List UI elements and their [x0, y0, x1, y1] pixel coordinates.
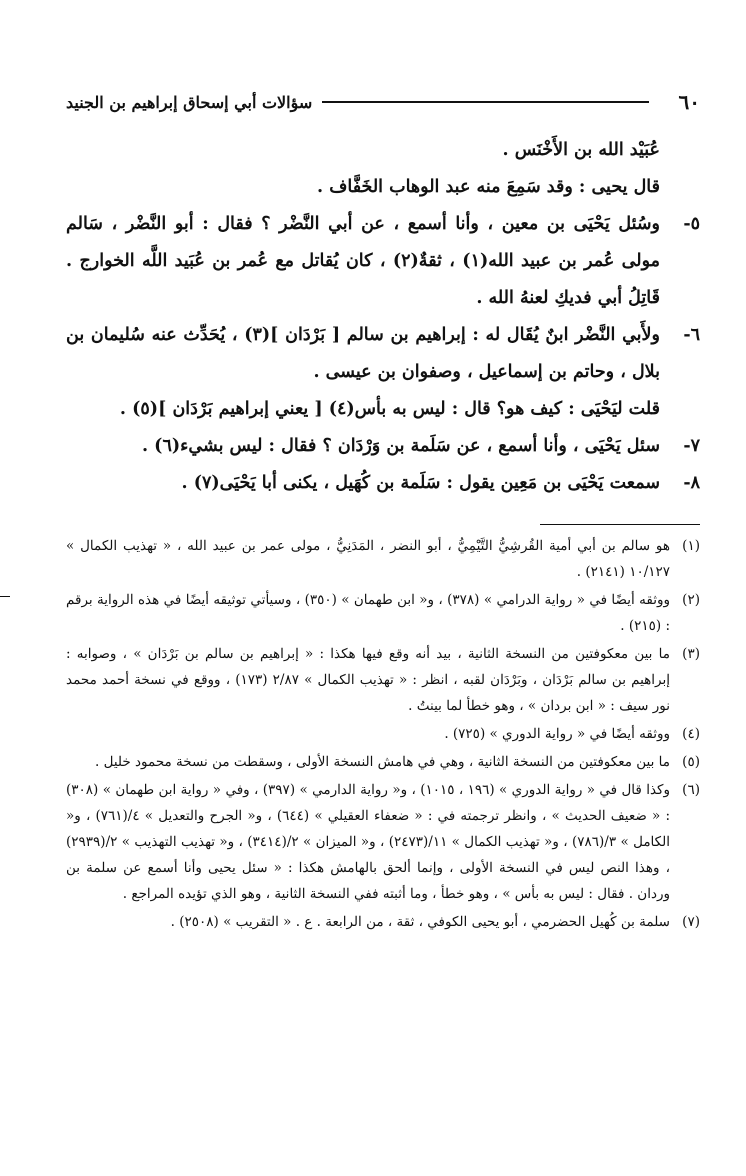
- entry-text: سمعت يَحْيَى بن مَعِين يقول : سَلَمة بن كُهَيل ، يكنى أبا يَحْيَى(٧) .: [181, 473, 660, 493]
- footnote-number: (١): [682, 538, 700, 554]
- footnote: [66, 641, 700, 719]
- numbered-entry: [66, 317, 700, 391]
- footnote: [66, 749, 700, 775]
- numbered-entry: [66, 465, 700, 502]
- footnote: [66, 721, 700, 747]
- entry-number: ٥-: [683, 214, 700, 234]
- footnote-text: ووثقه أيضًا في « رواية الدوري » (٧٢٥) .: [444, 726, 670, 742]
- footnote: [66, 777, 700, 907]
- entry-number: ٦-: [683, 325, 700, 345]
- page-header: [66, 82, 700, 122]
- text-line: قلت ليَحْيَى : كيف هو؟ قال : ليس به بأس(٤) [ يعني إبراهيم بَرْدَان ](٥) .: [119, 399, 660, 419]
- footnote-text: ما بين معكوفتين من النسخة الثانية ، بيد أنه وقع فيها هكذا : « إبراهيم بن سالم بن بَرْدَان » ، وصوابه : إبراهيم بن سالم بَرْدَان ، وبَرْدَان لقبه ، انظر : « تهذيب الكمال » ٢/٨٧ (١٧٣) ، ووقع في نسخة أحمد محمد نور سيف : « ابن بردان » ، وهو خطأ لما بينتُ .: [66, 646, 670, 714]
- footnote-number: (٦): [682, 782, 700, 798]
- footnote-text: وكذا قال في « رواية الدوري » (١٩٦ ، ١٠١٥) ، و« رواية الدارمي » (٣٩٧) ، وفي « رواية ابن طهمان » (٣٠٨) : « ضعيف الحديث » ، وانظر ترجمته في : « ضعفاء العقيلي » (٦٤٤) ، و« الجرح والتعديل » ٤/(٧٦١) ، و« الكامل » ٣/(٧٨٦) ، و« تهذيب الكمال » ١١/(٢٤٧٣) ، و« الميزان » ٢/(٣٤١٤) ، و« تهذيب التهذيب » ٢/(٢٩٣٩) ، وهذا النص ليس في النسخة الأولى ، وإنما ألحق بالهامش هكذا : « سئل يحيى وأنا أسمع عن سلمة بن وردان . فقال : ليس به بأس » ، وهو خطأ ، وما أثبته ففي النسخة الثانية ، وهو الذي تؤيده المراجع .: [66, 782, 670, 902]
- book-title: سؤالات أبي إسحاق إبراهيم بن الجنيد: [66, 92, 313, 112]
- footnote: [66, 587, 700, 639]
- main-text: [66, 132, 700, 502]
- numbered-entry: [66, 428, 700, 465]
- numbered-entry: [66, 206, 700, 317]
- margin-mark: [0, 596, 10, 597]
- text-line: عُبَيْد الله بن الأَخْنَس .: [502, 140, 660, 160]
- entry-text: سئل يَحْيَى ، وأنا أسمع ، عن سَلَمة بن وَرْدَان ؟ فقال : ليس بشيء(٦) .: [141, 436, 660, 456]
- page-number: ٦٠: [678, 90, 700, 114]
- header-rule: [322, 101, 648, 103]
- footnotes: [66, 533, 700, 935]
- book-page: [66, 82, 700, 1162]
- footnote-number: (٢): [682, 592, 700, 608]
- entry-number: ٧-: [683, 436, 700, 456]
- footnote-number: (٥): [682, 754, 700, 770]
- footnote: [66, 909, 700, 935]
- footnote-text: هو سالم بن أبي أمية القُرشِيُّ التَّيْمِيُّ ، أبو النضر ، المَدَنِيُّ ، مولى عمر بن عبيد الله ، « تهذيب الكمال » ١٠/١٢٧ (٢١٤١) .: [66, 538, 670, 580]
- footnote-text: ما بين معكوفتين من النسخة الثانية ، وهي في هامش النسخة الأولى ، وسقطت من نسخة محمود خليل .: [95, 754, 670, 770]
- footnote-number: (٧): [682, 914, 700, 930]
- footnote-text: سلمة بن كُهيل الحضرمي ، أبو يحيى الكوفي ، ثقة ، من الرابعة . ع . « التقريب » (٢٥٠٨) .: [170, 914, 670, 930]
- entry-number: ٨-: [683, 473, 700, 493]
- entry-text: وسُئل يَحْيَى بن معين ، وأنا أسمع ، عن أبي النَّضْر ؟ فقال : أبو النَّضْر ، سَالم مولى عُمر بن عبيد الله(١) ، ثقةٌ(٢) ، كان يُقاتل مع عُمر بن عُبَيد اللَّه الخوارج . قَاتِلُ أبي فديكِ لعنهُ الله .: [66, 214, 661, 308]
- footnote: [66, 533, 700, 585]
- entry-text: ولأَبي النَّضْر ابنٌ يُقَال له : إبراهيم بن سالم [ بَرْدَان ](٣) ، يُحَدِّث عنه سُليمان بن بلال ، وحاتم بن إسماعيل ، وصفوان بن عيسى .: [66, 325, 660, 382]
- footnote-text: ووثقه أيضًا في « رواية الدرامي » (٣٧٨) ، و« ابن طهمان » (٣٥٠) ، وسيأتي توثيقه أيضًا في هذه الرواية برقم : (٢١٥) .: [66, 592, 670, 634]
- footnote-number: (٤): [682, 726, 700, 742]
- footnote-number: (٣): [682, 646, 700, 662]
- text-line: قال يحيى : وقد سَمِعَ منه عبد الوهاب الخَفَّاف .: [317, 177, 660, 197]
- footnote-separator: [540, 524, 700, 525]
